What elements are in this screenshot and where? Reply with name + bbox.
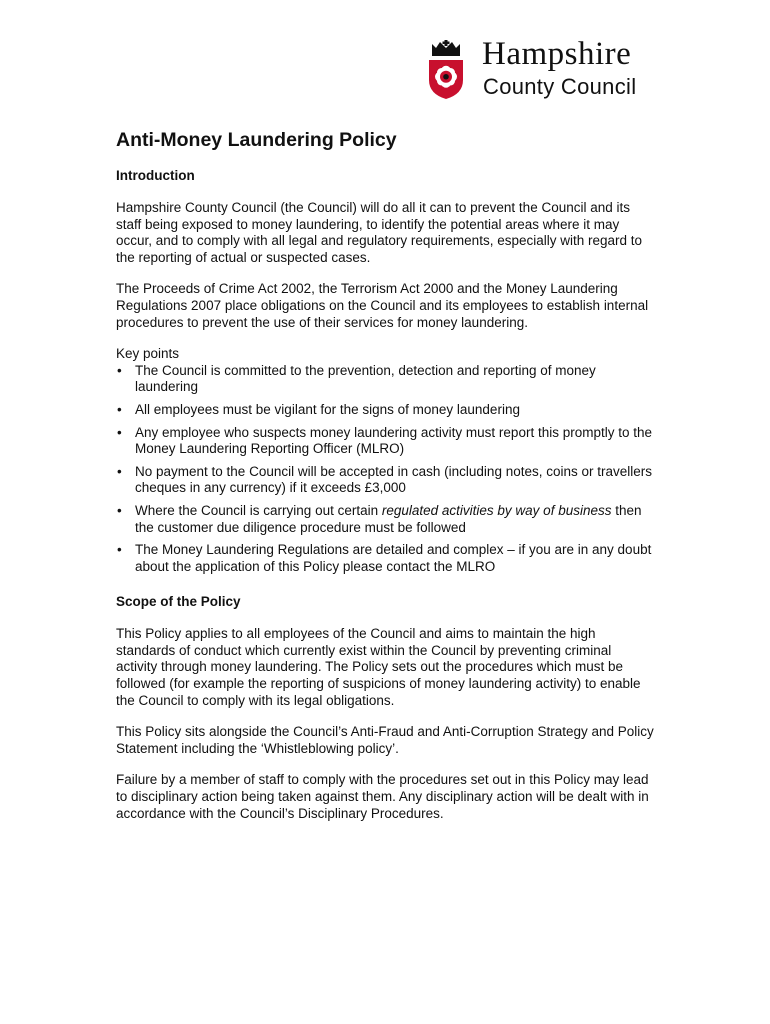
list-item: • No payment to the Council will be accepted in cash (including notes, coins or travellers cheques in any currency) if it exceeds £3,000 [116,464,656,497]
list-item: • The Council is committed to the prevention, detection and reporting of money laundering [116,363,656,396]
logo-subtitle: County Council [483,74,637,99]
policy-document [116,127,656,822]
council-logo [424,36,664,104]
key-points-list [116,363,656,576]
introduction-heading: Introduction [116,168,195,183]
introduction-paragraph: Hampshire County Council (the Council) will do all it can to prevent the Council and its staff being exposed to money laundering, to identify the potential areas where it may occur, and to comply with all legal and regulatory requirements, especially with regard to the reporting of actual or suspected cases. [116,200,643,265]
scope-paragraph: This Policy applies to all employees of the Council and aims to maintain the high standards of conduct which currently exist within the Council by preventing criminal activity through money laundering. The Policy sets out the procedures which must be followed (for example the reporting of suspicions of money laundering activity) to enable the Council to comply with its legal obligations. [116,626,641,708]
list-item-text: then the customer due diligence procedure must be followed [135,502,642,535]
scope-heading: Scope of the Policy [116,594,241,610]
related-policy-paragraph: This Policy sits alongside the Council’s Anti-Fraud and Anti-Corruption Strategy and Policy Statement including the ‘Whistleblowing policy’. [116,724,654,756]
disciplinary-paragraph: Failure by a member of staff to comply with the procedures set out in this Policy may lead to disciplinary action being taken against them. Any disciplinary action will be dealt with in accordance with the Council’s Disciplinary Procedures. [116,772,649,821]
logo-title: Hampshire [482,36,632,72]
legislation-paragraph: The Proceeds of Crime Act 2002, the Terrorism Act 2000 and the Money Laundering Regulations 2007 place obligations on the Council and its employees to establish internal procedures to prevent the use of their services for money laundering. [116,281,649,330]
list-item: • Any employee who suspects money laundering activity must report this promptly to the Money Laundering Reporting Officer (MLRO) [116,425,656,458]
document-title: Anti-Money Laundering Policy [116,129,397,151]
hampshire-crest-icon [424,40,468,100]
regulated-activities-emphasis: regulated activities by way of business [381,502,612,518]
list-item: • All employees must be vigilant for the signs of money laundering [116,402,656,419]
list-item: • The Money Laundering Regulations are detailed and complex – if you are in any doubt about the application of this Policy please contact the MLRO [116,542,656,575]
list-item [116,503,656,536]
key-points-label: Key points [116,346,180,362]
list-item-text: Where the Council is carrying out certain [135,502,382,518]
